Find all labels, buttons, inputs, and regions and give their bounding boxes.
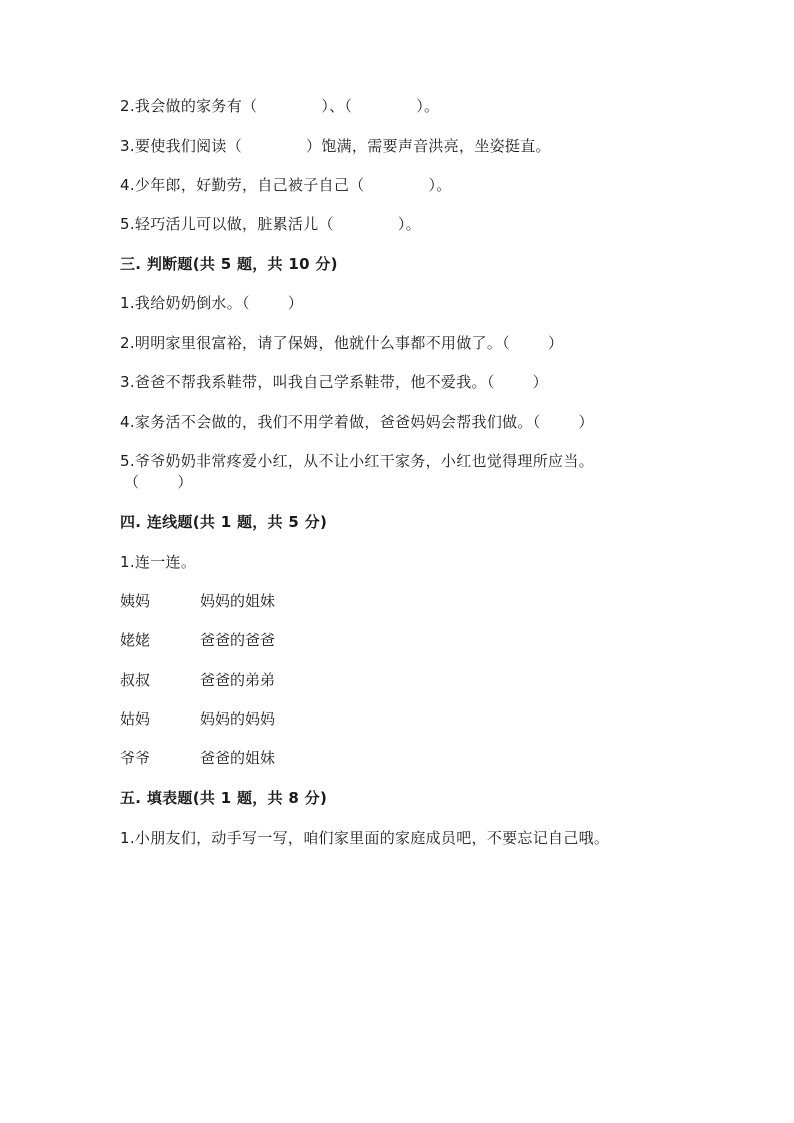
match-left-item[interactable]: 姑妈 xyxy=(120,710,151,728)
question-text: ）饱满，需要声音洪亮，坐姿挺直。 xyxy=(306,137,551,155)
question-text: 我会做的家务有（ xyxy=(134,97,258,115)
match-right-item[interactable]: 爸爸的爸爸 xyxy=(200,631,276,649)
question-number: 4. xyxy=(120,176,135,194)
question-text: ）。 xyxy=(397,215,421,233)
judgement-question-3 xyxy=(120,372,548,392)
matching-pair xyxy=(120,748,275,768)
match-left-item[interactable]: 姨妈 xyxy=(120,592,151,610)
question-text: ）、（ xyxy=(321,97,353,115)
question-text: 连一连。 xyxy=(134,553,197,571)
question-text: 爸爸不帮我系鞋带，叫我自己学系鞋带，他不爱我。（ xyxy=(134,373,495,391)
question-number: 5. xyxy=(120,215,135,233)
match-left-item[interactable]: 姥姥 xyxy=(120,631,151,649)
bracket-close: ） xyxy=(287,294,304,312)
match-right-item[interactable]: 妈妈的妈妈 xyxy=(200,710,276,728)
fill-question-5 xyxy=(120,214,421,234)
judgement-question-5 xyxy=(120,451,594,471)
question-number: 5. xyxy=(120,452,135,470)
match-right-item[interactable]: 妈妈的姐妹 xyxy=(200,592,276,610)
section-heading-matching: 四. 连线题(共 1 题，共 5 分) xyxy=(120,513,328,531)
question-text: 家务活不会做的，我们不用学着做，爸爸妈妈会帮我们做。（ xyxy=(134,413,541,431)
table-prompt xyxy=(120,828,609,848)
question-number: 2. xyxy=(120,97,135,115)
matching-pair xyxy=(120,591,275,611)
matching-pair xyxy=(120,670,275,690)
question-text: 轻巧活儿可以做，脏累活儿（ xyxy=(134,215,334,233)
question-number: 4. xyxy=(120,413,135,431)
question-text: 小朋友们，动手写一写，咱们家里面的家庭成员吧，不要忘记自己哦。 xyxy=(134,829,610,847)
bracket-close: ） xyxy=(547,334,564,352)
question-text: 明明家里很富裕，请了保姆，他就什么事都不用做了。（ xyxy=(134,334,510,352)
match-right-item[interactable]: 爸爸的弟弟 xyxy=(200,671,276,689)
matching-pair xyxy=(120,709,275,729)
matching-pair xyxy=(120,630,275,650)
match-right-item[interactable]: 爸爸的姐妹 xyxy=(200,749,276,767)
matching-prompt xyxy=(120,552,196,572)
judgement-question-1 xyxy=(120,293,303,313)
question-text: ）。 xyxy=(428,176,452,194)
section-heading-table: 五. 填表题(共 1 题，共 8 分) xyxy=(120,789,328,807)
bracket-open: （ xyxy=(124,473,140,491)
question-number: 1. xyxy=(120,294,135,312)
question-text: 我给奶奶倒水。（ xyxy=(134,294,250,312)
fill-question-2 xyxy=(120,96,439,116)
fill-question-3 xyxy=(120,136,551,156)
question-number: 2. xyxy=(120,334,135,352)
judgement-question-2 xyxy=(120,333,563,353)
match-left-item[interactable]: 叔叔 xyxy=(120,671,151,689)
judgement-question-5-answer xyxy=(124,472,193,492)
question-number: 1. xyxy=(120,829,135,847)
bracket-close: ） xyxy=(578,413,594,431)
question-number: 1. xyxy=(120,553,135,571)
judgement-question-4 xyxy=(120,412,594,432)
fill-question-4 xyxy=(120,175,452,195)
bracket-close: ） xyxy=(532,373,548,391)
section-heading-judgement: 三. 判断题(共 5 题，共 10 分) xyxy=(120,255,338,273)
question-number: 3. xyxy=(120,137,135,155)
match-left-item[interactable]: 爷爷 xyxy=(120,749,151,767)
question-text: 爷爷奶奶非常疼爱小红，从不让小红干家务，小红也觉得理所应当。 xyxy=(134,452,594,470)
bracket-close: ） xyxy=(177,473,193,491)
question-number: 3. xyxy=(120,373,135,391)
question-text: 要使我们阅读（ xyxy=(134,137,243,155)
question-text: ）。 xyxy=(416,97,440,115)
question-text: 少年郎，好勤劳，自己被子自己（ xyxy=(134,176,365,194)
